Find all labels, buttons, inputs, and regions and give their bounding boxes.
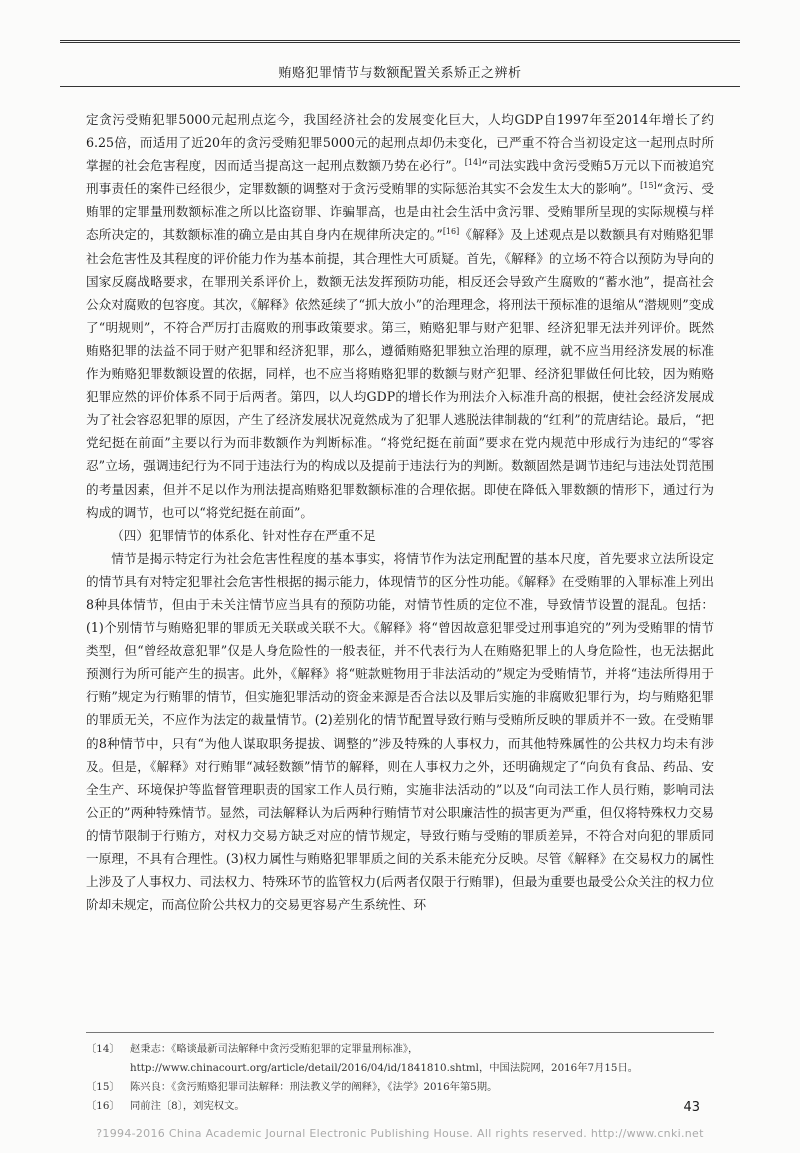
header-rule xyxy=(60,86,740,87)
footnote-text: 同前注〔8〕，刘宪权文。 xyxy=(130,1100,245,1112)
top-double-rule xyxy=(60,40,740,43)
footnote-number: 〔16〕 xyxy=(86,1100,120,1112)
watermark: ?1994-2016 China Academic Journal Electronic Publishing House. All rights reserved. http://www.cnki.net xyxy=(96,1127,704,1140)
footnote-number: 〔14〕 xyxy=(86,1043,120,1055)
footnotes xyxy=(86,1040,714,1116)
page-number: 43 xyxy=(683,1100,700,1115)
body-text xyxy=(86,108,714,916)
footnote-16 xyxy=(86,1097,714,1116)
footnote-text: 陈兴良：《贪污贿赂犯罪司法解释：刑法教义学的阐释》，《法学》2016年第5期。 xyxy=(130,1081,498,1093)
paragraph-2: 情节是揭示特定行为社会危害性程度的基本事实，将情节作为法定刑配置的基本尺度，首先要求立法所设定的情节具有对特定犯罪社会危害性根据的揭示能力，体现情节的区分性功能。《解释》在受贿罪的入罪标准上列出8种具体情节，但由于未关注情节应当具有的预防功能，对情节性质的定位不准，导致情节设置的混乱。包括：(1)个别情节与贿赂犯罪的罪质无关联或关联不大。《解释》将“曾因故意犯罪受过刑事追究的”列为受贿罪的情节类型，但“曾经故意犯罪”仅是人身危险性的一般表征，并不代表行为人在贿赂犯罪上的人身危险性，也无法据此预测行为所可能产生的损害。此外，《解释》将“赃款赃物用于非法活动的”规定为受贿情节，并将“违法所得用于行贿”规定为行贿罪的情节，但实施犯罪活动的资金来源是否合法以及罪后实施的非腐败犯罪行为，均与贿赂犯罪的罪质无关，不应作为法定的裁量情节。(2)差别化的情节配置导致行贿与受贿所反映的罪质并不一致。在受贿罪的8种情节中，只有“为他人谋取职务提拔、调整的”涉及特殊的人事权力，而其他特殊属性的公共权力均未有涉及。但是，《解释》对行贿罪“减轻数额”情节的解释，则在人事权力之外，还明确规定了“向负有食品、药品、安全生产、环境保护等监督管理职责的国家工作人员行贿，实施非法活动的”以及“向司法工作人员行贿，影响司法公正的”两种特殊情节。显然，司法解释认为后两种行贿情节对公职廉洁性的损害更为严重，但仅将特殊权力交易的情节限制于行贿方，对权力交易方缺乏对应的情节规定，导致行贿与受贿的罪质差异，不符合对向犯的罪质同一原理，不具有合理性。(3)权力属性与贿赂犯罪罪质之间的关系未能充分反映。尽管《解释》在交易权力的属性上涉及了人事权力、司法权力、特殊环节的监管权力(后两者仅限于行贿罪)，但最为重要也最受公众关注的权力位阶却未规定，而高位阶公共权力的交易更容易产生系统性、环 xyxy=(86,550,714,913)
footnote-text: 赵秉志：《略谈最新司法解释中贪污受贿犯罪的定罪量刑标准》，http://www.chinacourt.org/article/detail/2016/04/id/1841810.shtml，中国法院网，2016年7月15日。 xyxy=(130,1043,639,1074)
footnote-rule xyxy=(86,1032,714,1033)
paragraph-1: 定贪污受贿犯罪5000元起刑点迄今，我国经济社会的发展变化巨大，人均GDP自1997年至2014年增长了约6.25倍，而适用了近20年的贪污受贿犯罪5000元的起刑点却仍未变化，已严重不符合当初设定这一起刑点时所掌握的社会危害程度，因而适当提高这一起刑点数额乃势在必行”。[14]“司法实践中贪污受贿5万元以下而被追究刑事责任的案件已经很少，定罪数额的调整对于贪污受贿罪的实际惩治其实不会发生太大的影响”。[15]“贪污、受贿罪的定罪量刑数额标准之所以比盗窃罪、诈骗罪高，也是由社会生活中贪污罪、受贿罪所呈现的实际规模与样态所决定的，其数额标准的确立是由其自身内在规律所决定的。”[16]《解释》及上述观点是以数额具有对贿赂犯罪社会危害性及其程度的评价能力作为基本前提，其合理性大可质疑。首先，《解释》的立场不符合以预防为导向的国家反腐战略要求，在罪刑关系评价上，数额无法发挥预防功能，相反还会导致产生腐败的“蓄水池”，提高社会公众对腐败的包容度。其次，《解释》依然延续了“抓大放小”的治理理念，将刑法干预标准的退缩从“潜规则”变成了“明规则”，不符合严厉打击腐败的刑事政策要求。第三，贿赂犯罪与财产犯罪、经济犯罪无法并列评价。既然贿赂犯罪的法益不同于财产犯罪和经济犯罪，那么，遵循贿赂犯罪独立治理的原理，就不应当用经济发展的标准作为贿赂犯罪数额设置的依据，同样，也不应当将贿赂犯罪的数额与财产犯罪、经济犯罪做任何比较，因为贿赂犯罪应然的评价体系不同于后两者。第四，以人均GDP的增长作为刑法介入标准升高的根据，使社会经济发展成为了社会容忍犯罪的原因，产生了经济发展状况竟然成为了犯罪人逃脱法律制裁的“红利”的荒唐结论。最后，“把党纪挺在前面”主要以行为而非数额作为判断标准。“将党纪挺在前面”要求在党内规范中形成行为违纪的“零容忍”立场，强调违纪行为不同于违法行为的构成以及提前于违法行为的判断。数额固然是调节违纪与违法处罚范围的考量因素，但并不足以作为刑法提高贿赂犯罪数额标准的合理依据。即使在降低入罪数额的情形下，通过行为构成的调节，也可以“将党纪挺在前面”。 xyxy=(86,112,714,520)
footnote-15 xyxy=(86,1078,714,1097)
running-head: 贿赂犯罪情节与数额配置关系矫正之辨析 xyxy=(278,66,522,81)
footnote-14 xyxy=(86,1040,714,1078)
footnote-number: 〔15〕 xyxy=(86,1081,120,1093)
section-heading: （四）犯罪情节的体系化、针对性存在严重不足 xyxy=(111,527,376,543)
